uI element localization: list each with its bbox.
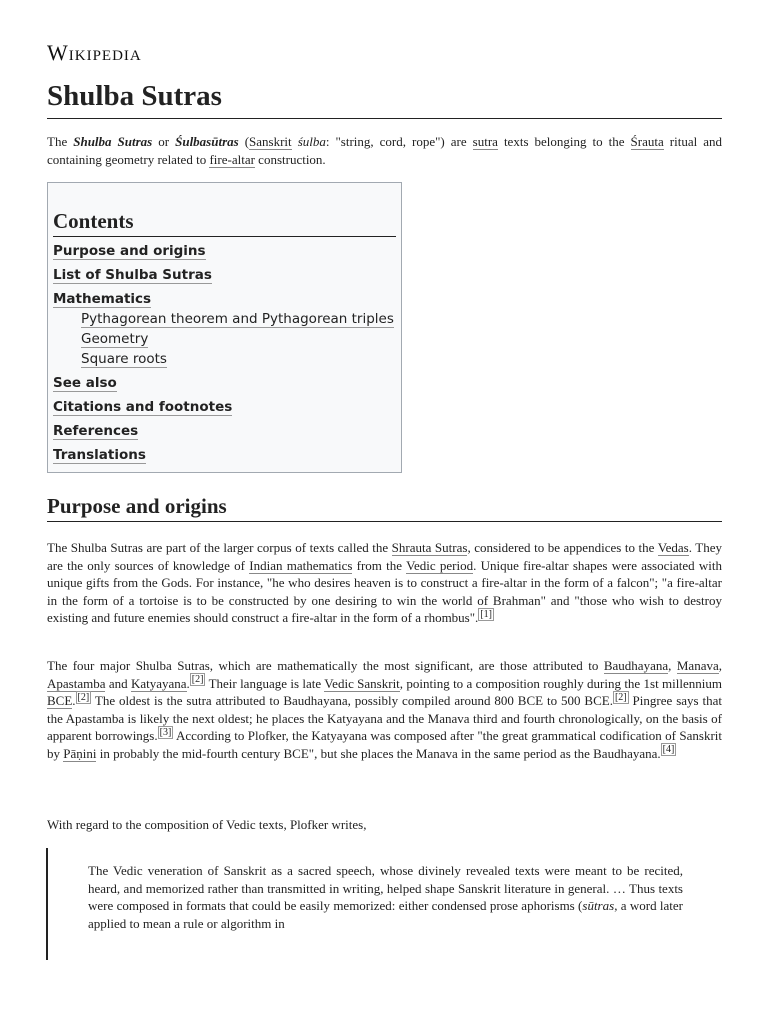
toc-item-label: Geometry [81,331,149,347]
text: , considered to be appendices to the [467,540,658,555]
link-sanskrit[interactable]: Sanskrit [249,134,292,149]
page-title: Shulba Sutras [47,76,722,119]
bold-term: Shulba Sutras [73,134,153,149]
text: ( [238,134,250,149]
text: The [47,134,74,149]
reference-2[interactable] [76,691,92,704]
text: , pointing to a composition roughly during the 1st millennium [399,675,723,691]
text: Their language is late [205,675,325,691]
link-vedic-sanskrit[interactable]: Vedic Sanskrit [324,675,400,691]
text: Pingree says that the Apastamba is likely the next oldest; he places the Katyayana and the Manava third and fourth chronologically, on the basis of apparent borrowings. [47,693,722,743]
toc-item-references[interactable] [53,421,396,441]
link-shrauta-sutras[interactable]: Shrauta Sutras [391,540,468,555]
reference-3[interactable] [158,726,174,739]
paragraph-2 [47,657,722,762]
toc-item-citations[interactable] [53,397,396,417]
link-sutra[interactable]: sutra [472,134,498,149]
text: in probably the mid-fourth century BCE", but she places the Manava in the same period as the Baudhayana. [96,745,661,761]
text: from the [352,557,407,573]
reference-label: [1] [480,608,492,620]
reference-4[interactable] [661,743,677,756]
paragraph-1 [47,539,722,627]
toc-list [53,241,396,465]
text: The Vedic veneration of Sanskrit as a sacred speech, whose divinely revealed texts were meant to be recited, heard, and memorized rather than transmitted in writing, helped shape Sanskrit literature in general. … Thus texts were composed in formats that could be easily memorized: either condensed prose aphorisms ( [88,863,683,913]
text: . They are the only sources of knowledge of [47,540,723,573]
link-vedic-period[interactable]: Vedic period [406,557,474,573]
wikipedia-logo[interactable]: Wikipedia [47,40,142,65]
text: . [186,675,190,691]
text: ritual and containing geometry related to [47,134,722,167]
link-apastamba[interactable]: Apastamba [47,675,106,691]
section-heading-purpose: Purpose and origins [47,492,722,522]
reference-label: [2] [191,674,204,686]
link-fire-altar[interactable]: fire-altar [209,151,255,167]
toc-item-label: Mathematics [53,291,152,307]
text: and [105,675,131,691]
text: , [718,658,722,673]
reference-label: [3] [159,726,172,738]
toc-item-label: Square roots [81,351,167,367]
link-katyayana[interactable]: Katyayana [130,675,187,691]
paragraph-3 [47,816,722,834]
reference-label: [2] [77,691,90,703]
text: or [152,134,176,149]
link-panini[interactable]: Pāṇini [63,745,97,761]
toc-item-mathematics[interactable] [53,289,396,309]
table-of-contents [47,182,402,473]
text: . Unique fire-altar shapes were associated with unique gifts from the Gods. For instance, "he who desires heaven is to construct a fire-altar in the form of a falcon"; "a fire-altar in the form of a tortoise is to be constructed by one desiring to win the world of Brahman" and "those who wish to destroy existing and future enemies should construct a fire-altar in the form of a rhombus". [47,557,723,625]
toc-item-list[interactable] [53,265,396,285]
toc-item-see-also[interactable] [53,373,396,393]
italic-term: śulba [297,134,326,149]
toc-item-label: Pythagorean theorem and Pythagorean triples [81,311,394,327]
italic-term: sūtras [582,898,615,913]
reference-label: [2] [614,691,627,703]
text: , [668,658,677,673]
toc-item-translations[interactable] [53,445,396,465]
toc-item-label: See also [53,375,117,391]
link-indian-mathematics[interactable]: Indian mathematics [249,557,353,573]
text: The oldest is the sutra attributed to Baudhayana, possibly compiled around 800 BCE to 500 BCE. [91,693,613,708]
toc-item-label: References [53,423,139,439]
reference-2[interactable] [613,691,629,704]
link-vedas[interactable]: Vedas [657,540,689,555]
toc-item-label: Purpose and origins [53,243,206,259]
text: The Shulba Sutras are part of the larger corpus of texts called the [47,540,392,555]
text: construction. [254,151,326,167]
link-bce[interactable]: BCE [47,693,73,708]
text: The four major Shulba Sutras, which are mathematically the most significant, are those attributed to [47,658,604,673]
reference-label: [4] [662,744,675,756]
link-srauta[interactable]: Śrauta [630,134,664,149]
toc-title: Contents [53,207,396,237]
toc-item-label: List of Shulba Sutras [53,267,212,283]
intro-paragraph [47,133,722,168]
toc-subitem-pythagorean[interactable] [53,309,396,329]
toc-item-label: Translations [53,447,146,463]
text: : "string, cord, rope") are [325,134,473,149]
toc-item-label: Citations and footnotes [53,399,233,415]
blockquote [46,848,722,960]
link-manava[interactable]: Manava [676,658,719,673]
text: With regard to the composition of Vedic texts, Plofker writes, [47,817,367,832]
text: , a word later applied to mean a rule or algorithm in [88,898,683,931]
toc-subitem-square-roots[interactable] [53,349,396,369]
reference-1[interactable] [478,608,494,621]
link-baudhayana[interactable]: Baudhayana [603,658,669,673]
toc-item-purpose[interactable] [53,241,396,261]
text: texts belonging to the [497,134,631,149]
bold-term: Śulbasūtras [175,134,239,149]
toc-subitem-geometry[interactable] [53,329,396,349]
text: According to Plofker, the Katyayana was composed after "the great grammatical codification of Sanskrit by [47,728,722,761]
reference-2[interactable] [190,673,206,686]
text: . [72,693,76,708]
